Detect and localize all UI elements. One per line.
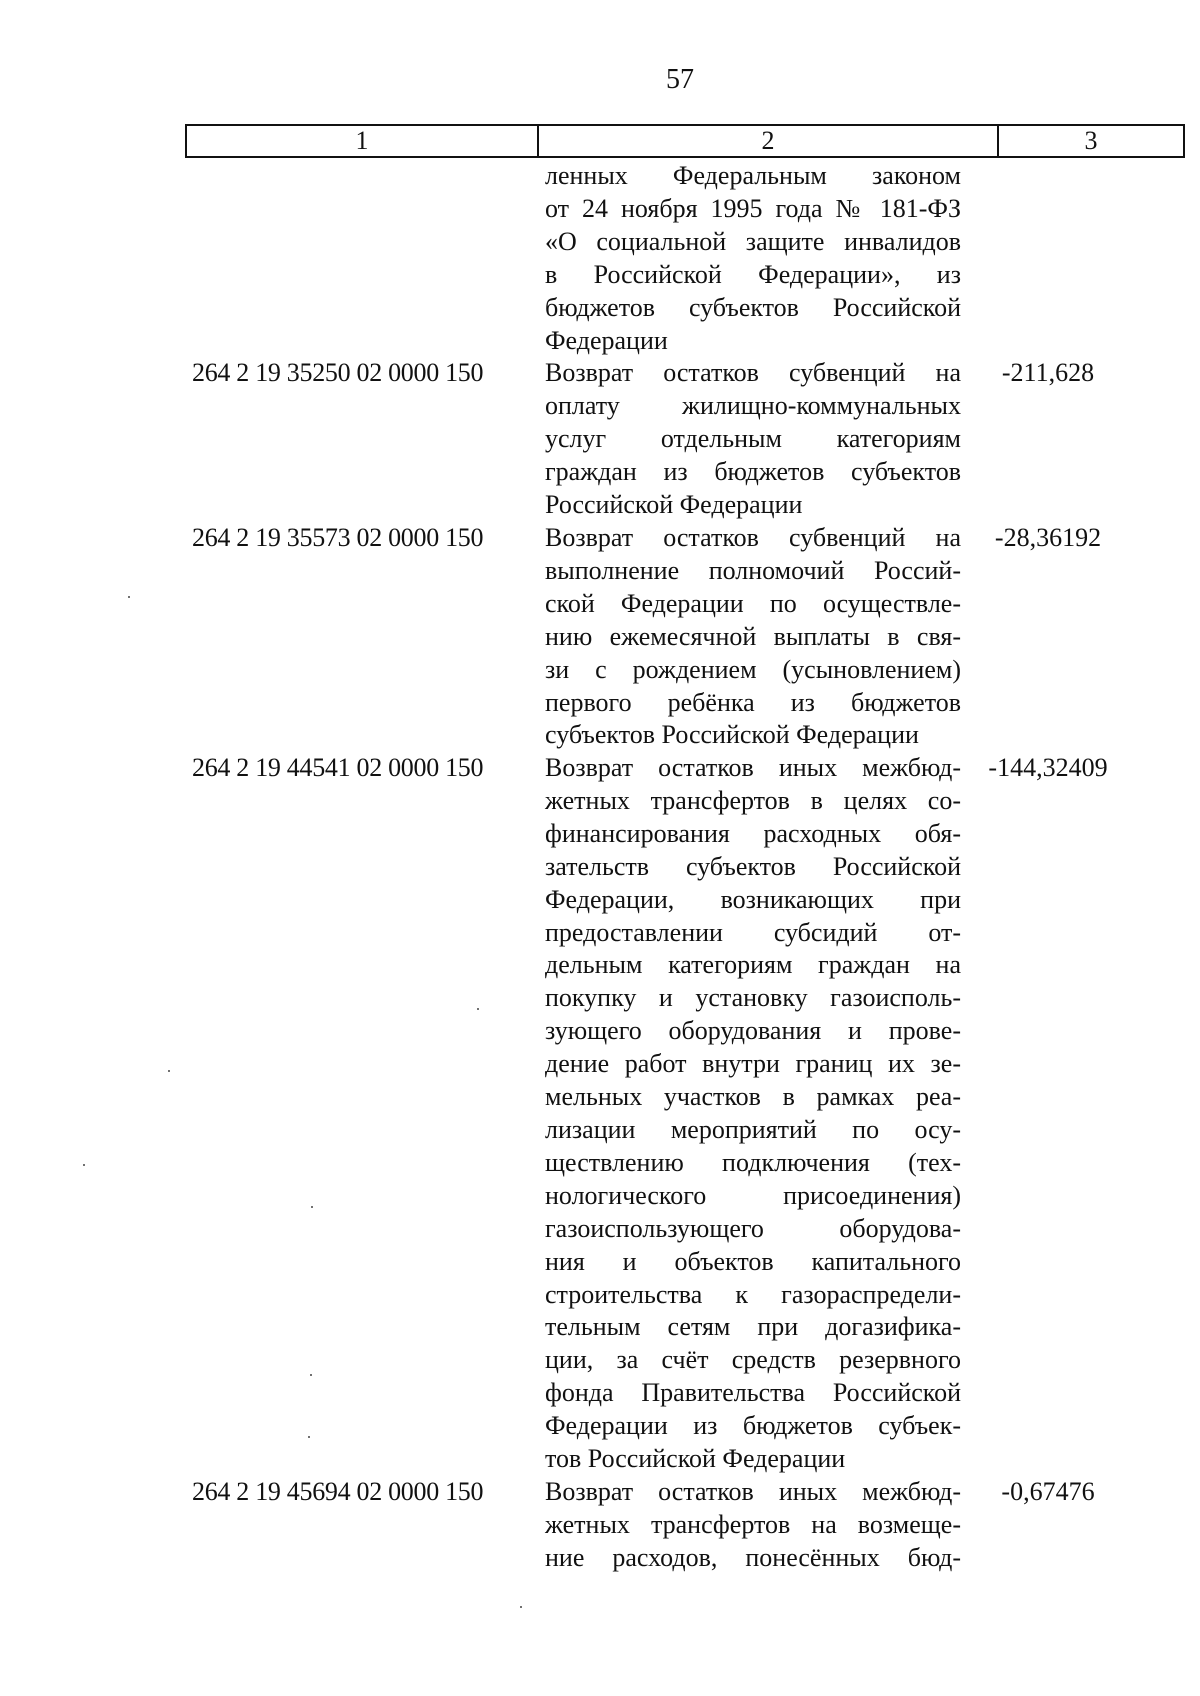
table-header — [185, 124, 1185, 158]
text-line: тов Российской Федерации — [545, 1444, 846, 1474]
scan-speck — [477, 1008, 479, 1010]
text-line: граждан из бюджетов субъектов — [545, 456, 961, 486]
row-code: 264 2 19 35573 02 0000 150 — [192, 523, 484, 552]
text-line: ществлению подключения (тех- — [545, 1147, 961, 1177]
scan-speck — [310, 1374, 312, 1376]
row-amount: -144,32409 — [988, 753, 1108, 782]
text-line: газоиспользующего оборудова- — [545, 1213, 961, 1243]
row-code: 264 2 19 35250 02 0000 150 — [192, 358, 484, 387]
text-line: зи с рождением (усыновлением) — [545, 654, 961, 684]
scan-speck — [311, 1206, 313, 1208]
row-description — [545, 522, 961, 752]
scan-speck — [168, 1070, 170, 1072]
text-line: Возврат остатков субвенций на — [545, 358, 961, 387]
text-line: покупку и установку газоисполь- — [545, 983, 961, 1013]
text-line: Федерации — [545, 325, 668, 355]
text-line: предоставлении субсидий от- — [545, 917, 961, 947]
page-number: 57 — [666, 64, 694, 95]
text-line: первого ребёнка из бюджетов — [545, 687, 961, 717]
text-line: Российской Федерации — [545, 489, 803, 519]
text-line: строительства к газораспредели- — [545, 1279, 961, 1309]
text-line: бюджетов субъектов Российской — [545, 292, 961, 322]
text-line: от 24 ноября 1995 года № 181-ФЗ — [545, 193, 961, 223]
scan-speck — [128, 596, 130, 598]
text-line: выполнение полномочий Россий- — [545, 555, 961, 585]
text-line: оплату жилищно-коммунальных — [545, 390, 961, 420]
row-amount: -28,36192 — [994, 523, 1102, 552]
row-description — [545, 1476, 961, 1575]
header-col-3: 3 — [1084, 126, 1098, 155]
row-code: 264 2 19 44541 02 0000 150 — [192, 753, 484, 782]
row-description — [545, 752, 961, 1476]
text-line: Федерации из бюджетов субъек- — [545, 1411, 961, 1441]
text-line: субъектов Российской Федерации — [545, 720, 919, 750]
row-amount: -0,67476 — [1001, 1477, 1095, 1506]
text-line: ции, за счёт средств резервного — [545, 1345, 961, 1375]
text-line: тельным сетям при догазифика- — [545, 1312, 961, 1342]
text-line: мельных участков в рамках реа- — [545, 1082, 961, 1112]
text-line: дельным категориям граждан на — [545, 950, 961, 980]
scan-speck — [520, 1606, 522, 1608]
text-line: финансирования расходных обя- — [545, 818, 961, 848]
text-line: лизации мероприятий по осу- — [545, 1114, 961, 1144]
text-line: услуг отдельным категориям — [545, 423, 961, 453]
row-description — [545, 357, 961, 522]
text-line: в Российской Федерации», из — [545, 259, 961, 289]
text-line: нологического присоединения) — [545, 1180, 961, 1210]
text-line: ской Федерации по осуществле- — [545, 588, 961, 618]
text-line: Федерации, возникающих при — [545, 884, 961, 914]
text-line: жетных трансфертов на возмеще- — [545, 1509, 961, 1539]
text-line: ние расходов, понесённых бюд- — [545, 1542, 961, 1572]
text-line: Возврат остатков иных межбюд- — [545, 753, 961, 782]
text-line: Возврат остатков иных межбюд- — [545, 1477, 961, 1506]
text-line: фонда Правительства Российской — [545, 1378, 961, 1408]
text-line: ния и объектов капитального — [545, 1246, 961, 1276]
text-line: зательств субъектов Российской — [545, 851, 961, 881]
text-line: «О социальной защите инвалидов — [545, 226, 961, 256]
text-line: ленных Федеральным законом — [545, 161, 961, 190]
text-line: нию ежемесячной выплаты в свя- — [545, 621, 961, 651]
text-line: зующего оборудования и прове- — [545, 1016, 961, 1046]
scan-speck — [308, 1436, 310, 1438]
text-line: Возврат остатков субвенций на — [545, 523, 961, 552]
text-line: жетных трансфертов в целях со- — [545, 785, 961, 815]
row-code: 264 2 19 45694 02 0000 150 — [192, 1477, 484, 1506]
text-line: дение работ внутри границ их зе- — [545, 1049, 961, 1079]
scan-speck — [83, 1164, 85, 1166]
continuation-text — [545, 160, 961, 357]
header-col-1: 1 — [187, 126, 539, 156]
header-col-2: 2 — [539, 126, 999, 156]
row-amount: -211,628 — [1001, 358, 1095, 387]
